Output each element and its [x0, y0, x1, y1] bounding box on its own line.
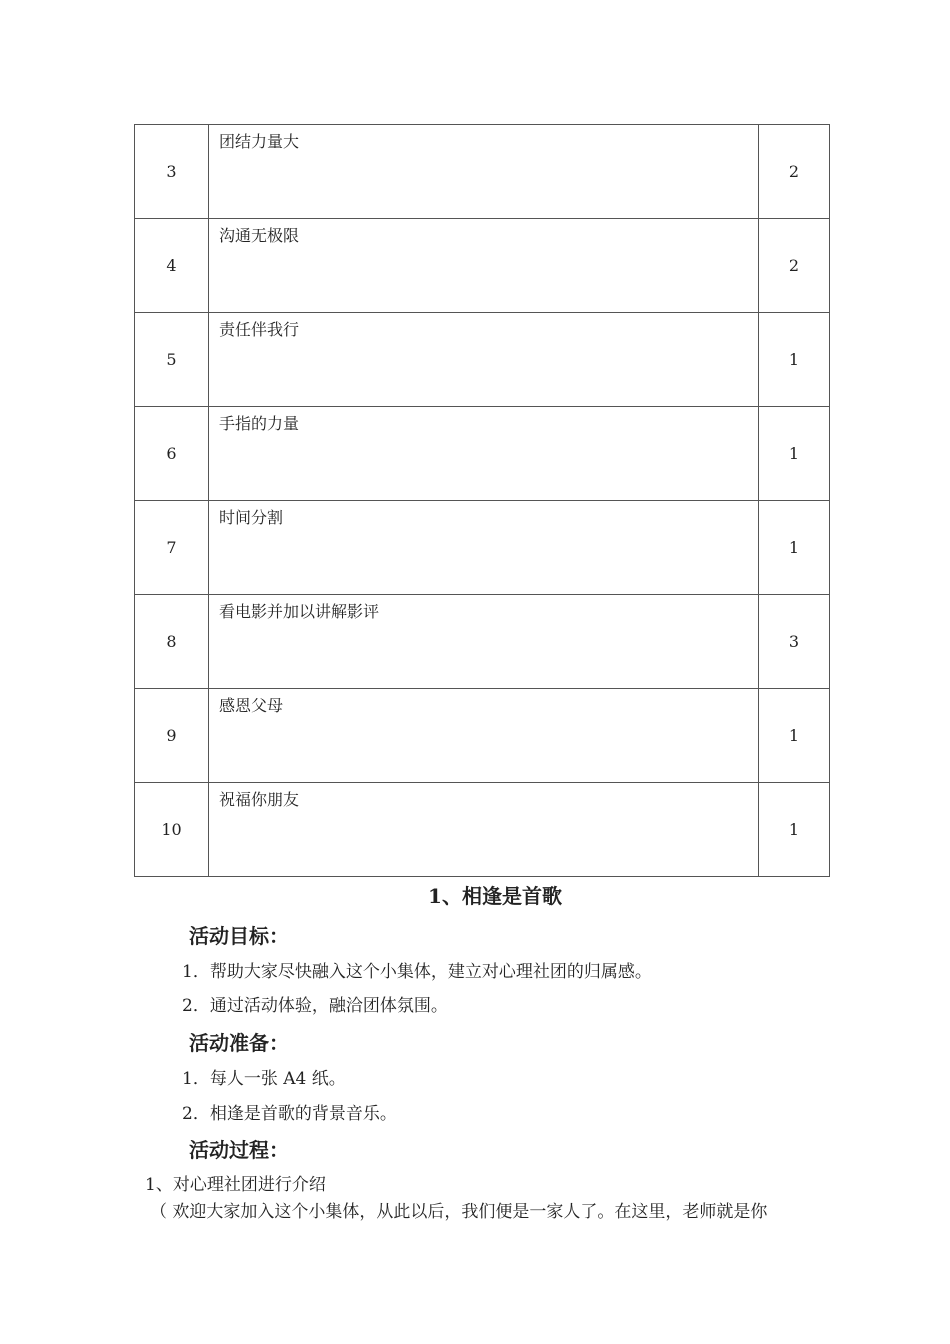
activity-number: 6 [135, 407, 209, 501]
activity-hours: 2 [759, 125, 830, 219]
activity-number: 9 [135, 689, 209, 783]
prep-item: 2．相逢是首歌的背景音乐。 [182, 1104, 397, 1124]
process-text: （ 欢迎大家加入这个小集体，从此以后，我们便是一家人了。在这里，老师就是你 [150, 1202, 768, 1222]
process-heading: 活动过程： [189, 1138, 289, 1162]
table-row [135, 595, 830, 689]
activity-hours: 1 [759, 689, 830, 783]
goal-item: 2．通过活动体验，融洽团体氛围。 [182, 996, 448, 1016]
activity-hours: 1 [759, 407, 830, 501]
table-row [135, 125, 830, 219]
prep-item: 1．每人一张 A4 纸。 [182, 1069, 346, 1089]
activity-name: 祝福你朋友 [209, 783, 759, 877]
activity-number: 4 [135, 219, 209, 313]
activity-name: 团结力量大 [209, 125, 759, 219]
activity-name: 责任伴我行 [209, 313, 759, 407]
goal-heading: 活动目标： [189, 924, 289, 948]
activity-name: 感恩父母 [209, 689, 759, 783]
table-row [135, 689, 830, 783]
table-row [135, 407, 830, 501]
activity-name: 沟通无极限 [209, 219, 759, 313]
activity-schedule-table [134, 124, 830, 877]
activity-number: 10 [135, 783, 209, 877]
table-row [135, 783, 830, 877]
activity-number: 7 [135, 501, 209, 595]
activity-number: 5 [135, 313, 209, 407]
activity-name: 看电影并加以讲解影评 [209, 595, 759, 689]
activity-name: 手指的力量 [209, 407, 759, 501]
activity-number: 3 [135, 125, 209, 219]
section-title: 1、相逢是首歌 [428, 884, 562, 908]
table-row [135, 313, 830, 407]
activity-hours: 2 [759, 219, 830, 313]
goal-item: 1．帮助大家尽快融入这个小集体，建立对心理社团的归属感。 [182, 962, 652, 982]
activity-hours: 3 [759, 595, 830, 689]
table-row [135, 501, 830, 595]
activity-name: 时间分割 [209, 501, 759, 595]
activity-hours: 1 [759, 313, 830, 407]
activity-hours: 1 [759, 501, 830, 595]
process-step: 1、对心理社团进行介绍 [145, 1175, 326, 1195]
table-row [135, 219, 830, 313]
prep-heading: 活动准备： [189, 1031, 289, 1055]
activity-hours: 1 [759, 783, 830, 877]
activity-number: 8 [135, 595, 209, 689]
